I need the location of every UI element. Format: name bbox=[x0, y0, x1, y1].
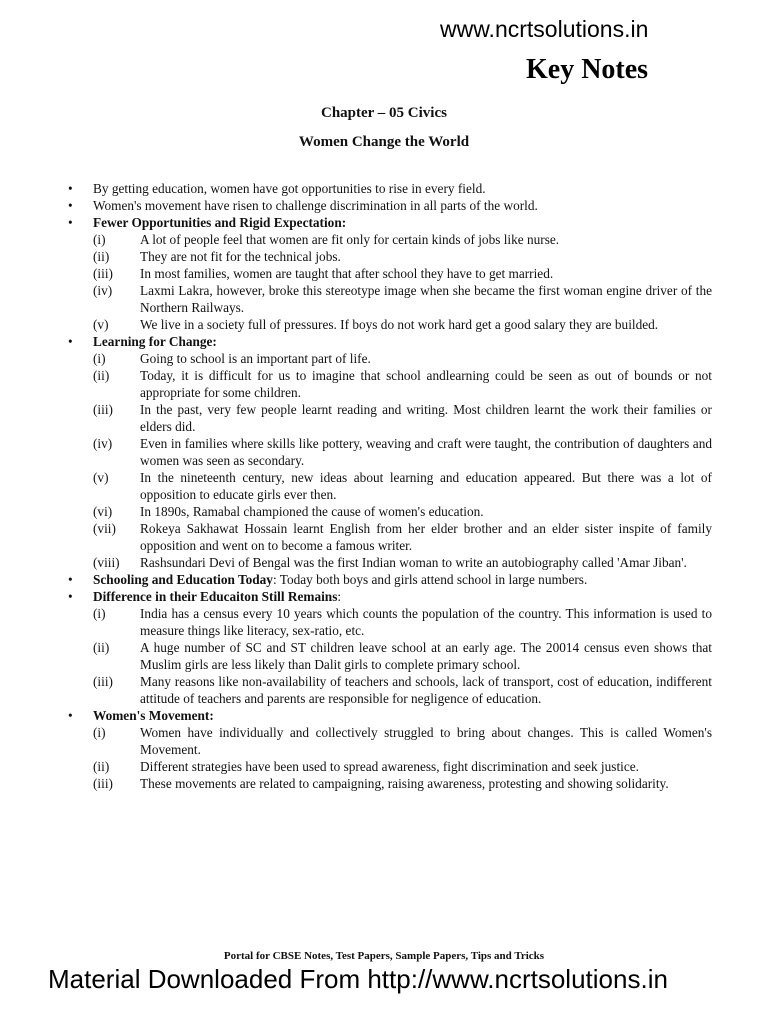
sub-item-text: A lot of people feel that women are fit only for certain kinds of jobs like nurse. bbox=[140, 232, 560, 247]
sub-item-text: Laxmi Lakra, however, broke this stereotype image when she became the first woman engine driver of the Northern Railways. bbox=[140, 283, 712, 315]
sub-item-number: (v) bbox=[93, 317, 109, 332]
page-title: Women Change the World bbox=[298, 134, 470, 150]
sub-item bbox=[68, 316, 712, 333]
sub-item-text: India has a census every 10 years which counts the population of the country. This information is used to measure things like literacy, sex-ratio, etc. bbox=[140, 606, 712, 638]
bullet-item bbox=[68, 707, 712, 724]
sub-item-text: In 1890s, Ramabal championed the cause of women's education. bbox=[140, 504, 484, 519]
bullet-heading: Fewer Opportunities and Rigid Expectation: bbox=[93, 215, 347, 230]
bullet-heading: Women's Movement: bbox=[93, 708, 214, 723]
sub-item-text: Many reasons like non-availability of teachers and schools, lack of transport, cost of education, indifferent attitude of teachers and parents are responsible for negligence of education. bbox=[140, 674, 712, 706]
bullet-heading: Learning for Change: bbox=[93, 334, 217, 349]
sub-item bbox=[68, 469, 712, 503]
sub-item-number: (viii) bbox=[93, 555, 120, 570]
sub-item bbox=[68, 605, 712, 639]
bullet-dot-icon: • bbox=[68, 334, 73, 349]
sub-item-text: Rokeya Sakhawat Hossain learnt English from her elder brother and an elder sister inspite of family opposition and went on to become a famous writer. bbox=[140, 521, 712, 553]
sub-item-number: (ii) bbox=[93, 249, 110, 264]
sub-item bbox=[68, 673, 712, 707]
sub-item-number: (v) bbox=[93, 470, 109, 485]
site-url: www.ncrtsolutions.in bbox=[440, 16, 649, 42]
bullet-item bbox=[68, 180, 712, 197]
sub-item-text: A huge number of SC and ST children leave school at an early age. The 20014 census even shows that Muslim girls are less likely than Dalit girls to complete primary school. bbox=[140, 640, 712, 672]
sub-item-text: They are not fit for the technical jobs. bbox=[140, 249, 341, 264]
sub-item bbox=[68, 350, 712, 367]
sub-item-text: Going to school is an important part of life. bbox=[140, 351, 371, 366]
notes-content bbox=[68, 180, 712, 792]
sub-item bbox=[68, 503, 712, 520]
sub-item bbox=[68, 639, 712, 673]
sub-item bbox=[68, 401, 712, 435]
bullet-item bbox=[68, 571, 712, 588]
bullet-text: : Today both boys and girls attend school in large numbers. bbox=[272, 572, 588, 587]
sub-item bbox=[68, 231, 712, 248]
sub-item bbox=[68, 282, 712, 316]
chapter-heading: Chapter – 05 Civics bbox=[321, 105, 447, 121]
sub-item bbox=[68, 554, 712, 571]
sub-item-number: (iv) bbox=[93, 283, 113, 298]
bullet-item bbox=[68, 214, 712, 231]
sub-item-number: (ii) bbox=[93, 759, 110, 774]
bullet-text: : bbox=[337, 589, 342, 604]
bullet-item bbox=[68, 333, 712, 350]
portal-note: Portal for CBSE Notes, Test Papers, Sample Papers, Tips and Tricks bbox=[223, 950, 545, 962]
bullet-text: By getting education, women have got opportunities to rise in every field. bbox=[93, 181, 486, 196]
sub-item-text: These movements are related to campaigning, raising awareness, protesting and showing solidarity. bbox=[140, 776, 669, 791]
sub-item-number: (iii) bbox=[93, 402, 113, 417]
bullet-dot-icon: • bbox=[68, 215, 73, 230]
sub-item-number: (i) bbox=[93, 232, 106, 247]
sub-item bbox=[68, 520, 712, 554]
sub-item-number: (i) bbox=[93, 351, 106, 366]
sub-item-text: Rashsundari Devi of Bengal was the first Indian woman to write an autobiography called 'Amar Jiban'. bbox=[140, 555, 687, 570]
bullet-dot-icon: • bbox=[68, 198, 73, 213]
bullet-dot-icon: • bbox=[68, 589, 73, 604]
sub-item-number: (iii) bbox=[93, 776, 113, 791]
sub-item-number: (iii) bbox=[93, 674, 113, 689]
download-note: Material Downloaded From http://www.ncrtsolutions.in bbox=[48, 964, 668, 994]
sub-item-number: (vii) bbox=[93, 521, 116, 536]
sub-item-text: In the nineteenth century, new ideas about learning and education appeared. But there was a lot of opposition to educate girls ever then. bbox=[140, 470, 712, 502]
sub-item-number: (ii) bbox=[93, 640, 110, 655]
sub-item bbox=[68, 367, 712, 401]
sub-item bbox=[68, 248, 712, 265]
bullet-dot-icon: • bbox=[68, 708, 73, 723]
bullet-item bbox=[68, 197, 712, 214]
sub-item bbox=[68, 758, 712, 775]
sub-item-number: (iv) bbox=[93, 436, 113, 451]
bullet-dot-icon: • bbox=[68, 572, 73, 587]
bullet-dot-icon: • bbox=[68, 181, 73, 196]
sub-item-number: (vi) bbox=[93, 504, 113, 519]
sub-item-text: Today, it is difficult for us to imagine that school andlearning could be seen as out of bounds or not appropriate for some children. bbox=[140, 368, 712, 400]
bullet-item bbox=[68, 588, 712, 605]
sub-item bbox=[68, 724, 712, 758]
section-label: Key Notes bbox=[526, 54, 649, 85]
sub-item-text: Even in families where skills like pottery, weaving and craft were taught, the contribution of daughters and women was seen as secondary. bbox=[140, 436, 712, 468]
sub-item-text: In the past, very few people learnt reading and writing. Most children learnt the work their families or elders did. bbox=[140, 402, 712, 434]
bullet-heading: Difference in their Educaiton Still Remains bbox=[93, 589, 338, 604]
sub-item bbox=[68, 435, 712, 469]
sub-item bbox=[68, 775, 712, 792]
sub-item-number: (i) bbox=[93, 606, 106, 621]
sub-item-text: Women have individually and collectively struggled to bring about changes. This is called Women's Movement. bbox=[140, 725, 712, 757]
sub-item bbox=[68, 265, 712, 282]
sub-item-number: (iii) bbox=[93, 266, 113, 281]
sub-item-text: Different strategies have been used to spread awareness, fight discrimination and seek justice. bbox=[140, 759, 639, 774]
sub-item-number: (ii) bbox=[93, 368, 110, 383]
sub-item-text: In most families, women are taught that after school they have to get married. bbox=[140, 266, 554, 281]
sub-item-text: We live in a society full of pressures. If boys do not work hard get a good salary they are builded. bbox=[140, 317, 659, 332]
sub-item-number: (i) bbox=[93, 725, 106, 740]
bullet-text: Women's movement have risen to challenge discrimination in all parts of the world. bbox=[93, 198, 538, 213]
bullet-heading: Schooling and Education Today bbox=[93, 572, 273, 587]
